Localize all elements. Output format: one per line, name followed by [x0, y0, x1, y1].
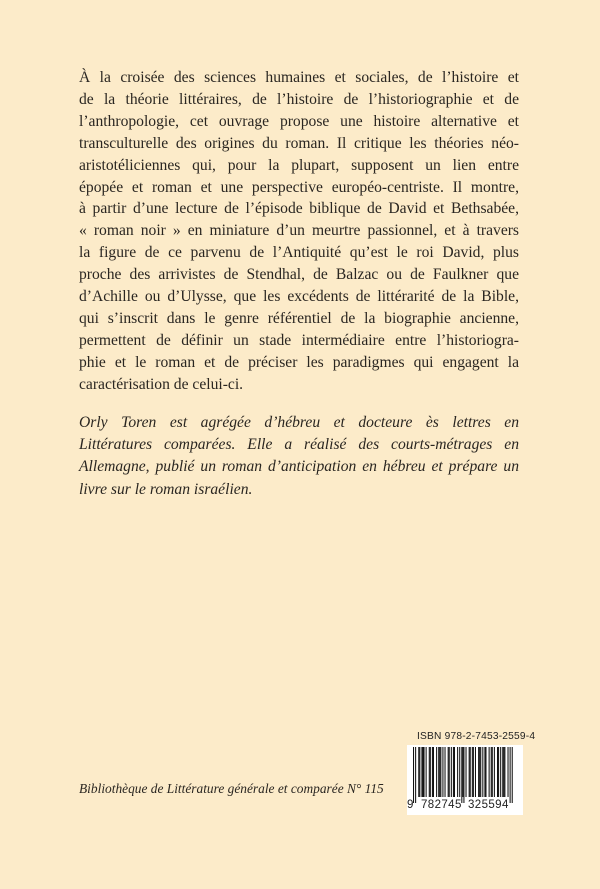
barcode-bar	[442, 747, 443, 797]
bio-line: Allemagne, publié un roman d’anticipation en hébreu et prépare un	[79, 458, 519, 476]
barcode-bars	[413, 747, 517, 803]
author-bio	[79, 412, 519, 501]
summary-line: épopée et roman et une perspective européo-centriste. Il montre,	[79, 178, 519, 196]
barcode-bar	[479, 747, 480, 797]
summary-line: la figure de ce parvenu de l’Antiquité qu’est le roi David, plus	[79, 244, 519, 262]
barcode-bar	[457, 747, 458, 797]
series-label: Bibliothèque de Littérature générale et comparée N° 115	[79, 781, 384, 796]
barcode-bar	[469, 747, 470, 797]
barcode-bar	[508, 747, 509, 797]
barcode-bar	[503, 747, 504, 797]
barcode-bar	[418, 747, 419, 797]
summary-line: phie et le roman et de préciser les paradigmes qui engagent la	[79, 353, 519, 371]
bio-line: livre sur le roman israélien.	[79, 480, 253, 498]
barcode-bar	[472, 747, 473, 797]
barcode-bar	[453, 747, 454, 797]
summary-line: À la croisée des sciences humaines et sociales, de l’histoire et	[79, 69, 519, 86]
barcode-bar	[424, 747, 425, 797]
barcode-bar	[494, 747, 495, 797]
barcode-bar	[448, 747, 449, 797]
barcode-bar	[432, 747, 433, 797]
barcode-bar	[436, 747, 437, 797]
barcode-bar	[439, 747, 440, 797]
barcode-bar	[449, 747, 450, 797]
barcode-bar	[475, 747, 476, 797]
barcode-bar	[484, 747, 485, 797]
barcode-right-digits: 325594	[468, 799, 509, 811]
barcode-bar	[422, 747, 423, 797]
bio-line: Orly Toren est agrégée d’hébreu et docteure ès lettres en	[79, 414, 519, 431]
barcode-bar	[473, 747, 474, 797]
barcode-first-digit: 9	[407, 799, 414, 811]
barcode-bar	[492, 747, 493, 797]
barcode-left-digits: 782745	[421, 799, 462, 811]
bio-line: Littératures comparées. Elle a réalisé des courts-métrages en	[79, 436, 519, 454]
barcode-bar	[491, 747, 492, 797]
barcode-bar	[430, 747, 431, 797]
summary-line: qui s’inscrit dans le genre référentiel de la biographie ancienne,	[79, 309, 519, 327]
isbn-label: ISBN 978-2-7453-2559-4	[417, 731, 536, 742]
barcode-bar	[454, 747, 455, 797]
barcode-bar	[466, 747, 467, 797]
barcode-bar	[482, 747, 483, 797]
barcode-bar	[421, 747, 422, 797]
barcode-bar	[500, 747, 501, 797]
summary-line: transculturelle des origines du roman. Il critique les théories néo-	[79, 134, 519, 152]
summary-text	[79, 67, 519, 396]
barcode-bar	[502, 747, 503, 797]
barcode-bar	[498, 747, 499, 797]
barcode-bar	[459, 747, 460, 797]
summary-line: proche des arrivistes de Stendhal, de Balzac ou de Faulkner que	[79, 266, 519, 284]
barcode-bar	[485, 747, 486, 797]
summary-line: à partir d’une lecture de l’épisode biblique de David et Bethsabée,	[79, 200, 519, 218]
barcode-bar	[478, 747, 479, 797]
summary-line: « roman noir » en miniature d’un meurtre passionnel, et à travers	[79, 222, 519, 240]
summary-line: l’anthropologie, cet ouvrage propose une histoire alternative et	[79, 112, 519, 130]
summary-line: caractérisation de celui-ci.	[79, 375, 244, 393]
summary-line: d’Achille ou d’Ulysse, que les excédents de littérarité de la Bible,	[79, 288, 519, 306]
barcode-bar	[433, 747, 434, 797]
summary-line: de la théorie littéraires, de l’histoire de l’historiographie et de	[79, 90, 519, 108]
barcode-bar	[451, 747, 452, 797]
isbn-block	[407, 731, 536, 815]
barcode-bar	[419, 747, 420, 797]
barcode-bar	[438, 747, 439, 797]
barcode-bar	[512, 747, 513, 803]
barcode	[407, 745, 523, 815]
barcode-bar	[504, 747, 505, 797]
barcode-bar	[445, 747, 446, 797]
barcode-bar	[440, 747, 441, 797]
barcode-bar	[510, 747, 511, 803]
barcode-bar	[497, 747, 498, 797]
barcode-bar	[489, 747, 490, 797]
barcode-bar	[413, 747, 414, 803]
barcode-bar	[429, 747, 430, 797]
barcode-bar	[461, 747, 462, 803]
barcode-bar	[463, 747, 464, 803]
barcode-bar	[426, 747, 427, 797]
barcode-bar	[415, 747, 416, 803]
summary-line: permettent de définir un stade intermédiaire entre l’historiogra-	[79, 331, 519, 349]
barcode-bar	[470, 747, 471, 797]
barcode-bar	[462, 747, 463, 797]
summary-line: aristotéliciennes qui, pour la plupart, supposent un lien entre	[79, 156, 519, 174]
barcode-bar	[480, 747, 481, 797]
